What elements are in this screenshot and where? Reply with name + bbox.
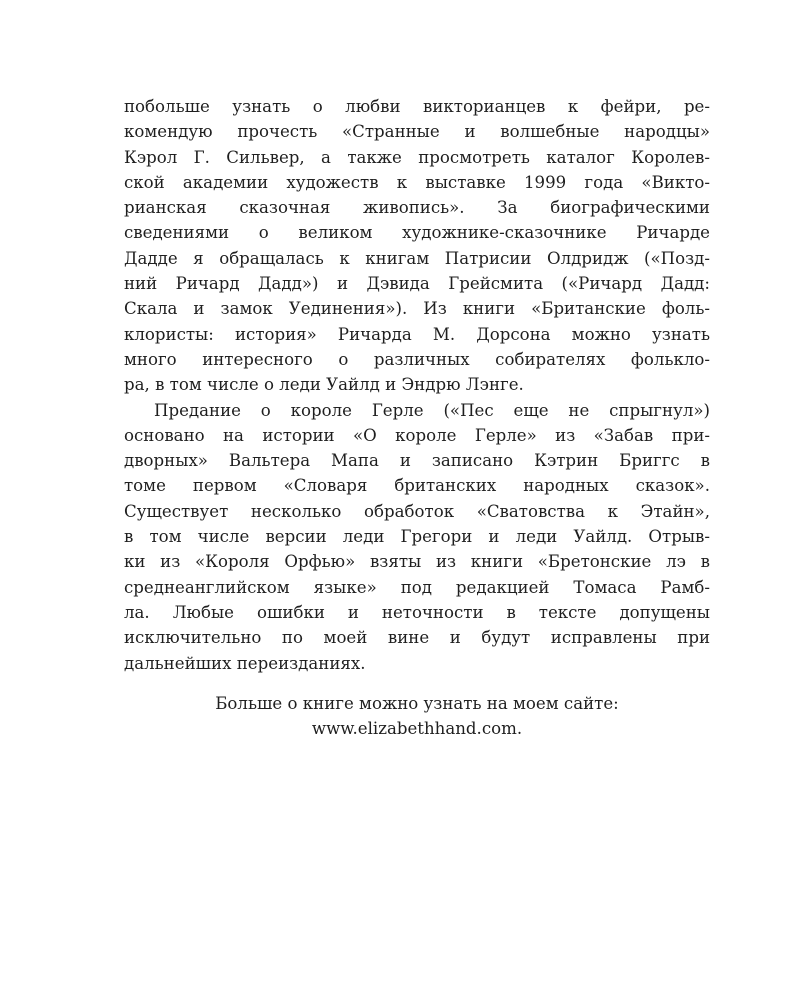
text-line: дальнейших переизданиях. [124,653,366,673]
text-line: Кэрол Г. Сильвер, а также просмотреть каталог Королев- [124,147,710,167]
text-line: Дадде я обращалась к книгам Патрисии Олдридж («Позд- [124,248,710,268]
text-line: Существует несколько обработок «Сватовства к Этайн», [124,501,710,521]
closing-line: Больше о книге можно узнать на моем сайте: [215,693,619,713]
text-line: ской академии художеств к выставке 1999 года «Викто- [124,172,710,192]
text-line: комендую прочесть «Странные и волшебные народцы» [124,122,710,142]
text-line: ки из «Короля Орфью» взяты из книги «Бретонские лэ в [124,552,710,572]
text-line: ра, в том числе о леди Уайлд и Эндрю Лэнге. [124,375,524,395]
text-line: Скала и замок Уединения»). Из книги «Британские фоль- [124,299,710,319]
text-line: много интересного о различных собирателях фолькло- [124,349,710,369]
text-line: клористы: история» Ричарда М. Дорсона можно узнать [124,324,710,344]
text-line: томе первом «Словаря британских народных сказок». [124,476,710,496]
text-line: рианская сказочная живопись». За биографическими [124,198,710,218]
text-line: ла. Любые ошибки и неточности в тексте допущены [124,602,710,622]
text-line: ний Ричард Дадд») и Дэвида Грейсмита («Ричард Дадд: [124,274,710,294]
paragraph-1 [124,94,710,398]
paragraph-2 [124,398,710,676]
website-link[interactable]: www.elizabethhand.com. [311,719,523,739]
closing-note [124,691,710,742]
page [124,94,710,741]
text-line: основано на истории «О короле Герле» из «Забав при- [124,425,710,445]
text-line: Предание о короле Герле («Пес еще не спрыгнул») [154,400,710,420]
text-line: побольше узнать о любви викторианцев к фейри, ре- [124,97,710,116]
text-line: дворных» Вальтера Мапа и записано Кэтрин Бриггс в [124,451,710,471]
text-line: исключительно по моей вине и будут исправлены при [124,628,710,648]
text-line: в том числе версии леди Грегори и леди Уайлд. Отрыв- [124,527,710,547]
text-line: сведениями о великом художнике-сказочнике Ричарде [124,223,710,243]
text-line: среднеанглийском языке» под редакцией Томаса Рамб- [124,577,710,597]
